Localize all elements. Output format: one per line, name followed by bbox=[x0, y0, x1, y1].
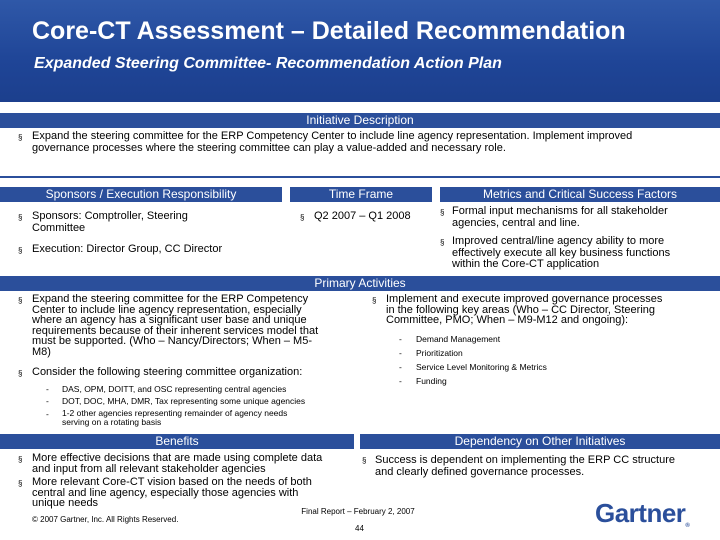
primary-left-item: Consider the following steering committee organization: bbox=[32, 366, 303, 378]
sponsors-item: Sponsors: Comptroller, Steering Committee bbox=[32, 210, 188, 234]
report-date: Final Report – February 2, 2007 bbox=[301, 507, 415, 516]
execution-item: Execution: Director Group, CC Director bbox=[32, 243, 223, 255]
bullet-icon: § bbox=[18, 369, 23, 378]
dependency-item: Success is dependent on implementing the ERP CC structure and clearly defined governance processes. bbox=[375, 454, 676, 478]
primary-right-item: Implement and execute improved governance processes in the following key areas (Who – CC Director, Steering Committee, PMO; When – M9-M12 and ongoing): bbox=[386, 293, 663, 326]
initiative-text: Expand the steering committee for the ERP Competency Center to include line agency representation. Implement improved governance processes where the steering committee can play a value-added and necessary role. bbox=[32, 130, 633, 154]
metrics-item: Improved central/line agency ability to more effectively execute all key business functions within the Core-CT application bbox=[452, 235, 671, 270]
bullet-icon: § bbox=[18, 246, 23, 255]
copyright: © 2007 Gartner, Inc. All Rights Reserved. bbox=[32, 515, 179, 524]
dash-icon: - bbox=[46, 409, 49, 419]
bullet-icon: § bbox=[372, 296, 377, 305]
sub-item: Funding bbox=[416, 376, 447, 386]
section-divider bbox=[0, 176, 720, 178]
sub-item: Service Level Monitoring & Metrics bbox=[416, 362, 547, 372]
metrics-heading: Metrics and Critical Success Factors bbox=[440, 187, 720, 202]
sub-item: DOT, DOC, MHA, DMR, Tax representing some unique agencies bbox=[62, 396, 306, 406]
timeframe-heading: Time Frame bbox=[290, 187, 432, 202]
benefits-item: More effective decisions that are made using complete data and input from all relevant stakeholder agencies bbox=[32, 452, 323, 475]
primary-heading: Primary Activities bbox=[0, 276, 720, 291]
bullet-icon: § bbox=[18, 296, 23, 305]
page-number: 44 bbox=[355, 524, 364, 533]
bullet-icon: § bbox=[18, 133, 23, 142]
bullet-icon: § bbox=[300, 213, 305, 222]
timeframe-item: Q2 2007 – Q1 2008 bbox=[314, 210, 411, 222]
dash-icon: - bbox=[399, 334, 402, 344]
sponsors-heading: Sponsors / Execution Responsibility bbox=[0, 187, 282, 202]
bullet-icon: § bbox=[18, 455, 23, 464]
gartner-logo: Gartner® bbox=[595, 498, 690, 529]
bullet-icon: § bbox=[18, 479, 23, 488]
dependency-heading: Dependency on Other Initiatives bbox=[360, 434, 720, 449]
bullet-icon: § bbox=[440, 208, 445, 217]
primary-left-item: Expand the steering committee for the ERP Competency Center to include line agency representation, especially where an agency has a significant user base and unique requirements because of their inherent services model that must be supported. (Who – Nancy/Directors; When – M5- M8) bbox=[32, 293, 319, 358]
dash-icon: - bbox=[399, 362, 402, 372]
bullet-icon: § bbox=[362, 456, 367, 465]
title-banner bbox=[0, 0, 720, 102]
dash-icon: - bbox=[46, 396, 49, 406]
initiative-heading bbox=[0, 113, 720, 128]
dash-icon: - bbox=[399, 376, 402, 386]
sub-item: Prioritization bbox=[416, 348, 463, 358]
sub-item: 1-2 other agencies representing remainder of agency needs serving on a rotating basis bbox=[62, 408, 288, 427]
sub-item: Demand Management bbox=[416, 334, 501, 344]
bullet-icon: § bbox=[440, 238, 445, 247]
page-subtitle: Expanded Steering Committee- Recommendation Action Plan bbox=[34, 55, 502, 72]
bullet-icon: § bbox=[18, 213, 23, 222]
benefits-heading: Benefits bbox=[0, 434, 354, 449]
sub-item: DAS, OPM, DOITT, and OSC representing central agencies bbox=[62, 384, 287, 394]
page-title: Core-CT Assessment – Detailed Recommendation bbox=[32, 17, 626, 45]
initiative-heading-text: Initiative Description bbox=[306, 113, 414, 127]
dash-icon: - bbox=[399, 348, 402, 358]
benefits-item: More relevant Core-CT vision based on the needs of both central and line agency, especially those agencies with unique needs bbox=[32, 476, 312, 509]
metrics-item: Formal input mechanisms for all stakeholder agencies, central and line. bbox=[452, 205, 668, 229]
dash-icon: - bbox=[46, 384, 49, 394]
